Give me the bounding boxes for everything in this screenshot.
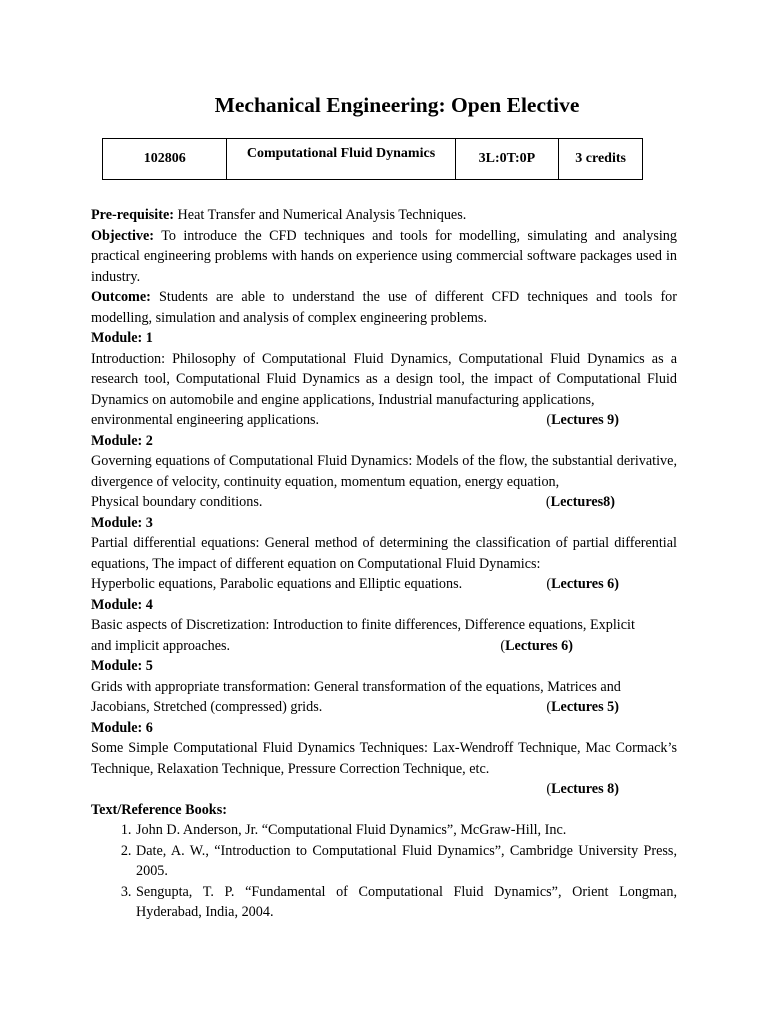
module-heading: Module: 5 [91,658,153,674]
module-last-line [91,410,677,431]
module-text: Basic aspects of Discretization: Introduction to finite differences, Difference equations, Explicit [91,617,635,633]
module-lectures: (Lectures8) [545,494,615,510]
course-credits: 3 credits [559,139,643,180]
module-lectures: (Lectures 6) [500,637,573,654]
module-heading: Module: 6 [91,719,153,736]
course-info-table [102,138,643,180]
module-text-end: and implicit approaches. [91,637,231,654]
module-last-line [91,574,677,595]
module-lectures: (Lectures 6) [546,576,619,592]
module-heading: Module: 4 [91,596,153,613]
page-title: Mechanical Engineering: Open Elective [214,93,580,117]
prerequisite-paragraph [91,205,677,226]
module-heading: Module: 3 [91,514,153,531]
module-lectures: (Lectures 8) [546,781,619,797]
outcome-label: Outcome: [91,289,151,305]
course-info-row [103,139,643,180]
module-last-line [91,697,677,718]
books-list [91,820,677,923]
module-heading: Module: 2 [91,432,153,449]
module-text-end: Physical boundary conditions. [91,494,263,510]
book-item: 3. Sengupta, T. P. “Fundamental of Computational Fluid Dynamics”, Orient Longman, Hyderabad, India, 2004. [135,882,677,923]
module-last-line [91,492,677,513]
objective-text: To introduce the CFD techniques and tools for modelling, simulating and analysing practical engineering problems with hands on experience using commercial software packages used in industry. [91,227,677,285]
course-name: Computational Fluid Dynamics [227,139,455,180]
module-text-end: environmental engineering applications. [91,412,320,428]
objective-paragraph [91,226,677,288]
prerequisite-text: Heat Transfer and Numerical Analysis Techniques. [177,207,467,223]
module-text-end: Hyperbolic equations, Parabolic equations and Elliptic equations. [91,576,463,592]
module-text: Introduction: Philosophy of Computational Fluid Dynamics, Computational Fluid Dynamics as a research tool, Computational Fluid Dynamics as a design tool, the impact of Computational Fluid Dynamics on automobile and engine applications, Industrial manufacturing applications, [91,350,677,408]
book-item: 2. Date, A. W., “Introduction to Computational Fluid Dynamics”, Cambridge University Press, 2005. [135,841,677,882]
module-text: Some Simple Computational Fluid Dynamics Techniques: Lax-Wendroff Technique, Mac Cormack’s Technique, Relaxation Technique, Pressure Correction Technique, etc. [91,740,677,777]
course-ltp: 3L:0T:0P [455,139,559,180]
module-heading: Module: 1 [91,330,153,346]
module-text: Grids with appropriate transformation: General transformation of the equations, Matrices and [91,678,621,695]
syllabus-body [91,205,677,923]
objective-label: Objective: [91,227,155,244]
module-text: Partial differential equations: General method of determining the classification of partial differential equations, The impact of different equation on Computational Fluid Dynamics: [91,535,677,572]
module-lectures: (Lectures 9) [546,412,619,428]
module-text: Governing equations of Computational Fluid Dynamics: Models of the flow, the substantial derivative, divergence of velocity, continuity equation, momentum equation, energy equation, [91,453,677,490]
module-text-end: Jacobians, Stretched (compressed) grids. [91,699,323,715]
prerequisite-label: Pre-requisite: [91,207,174,223]
module-lectures: (Lectures 5) [546,699,619,715]
outcome-text: Students are able to understand the use of different CFD techniques and tools for modelling, simulation and analysis of complex engineering problems. [91,289,677,326]
outcome-paragraph [91,287,677,328]
books-heading: Text/Reference Books: [91,801,227,818]
module-last-line [91,636,677,657]
book-item: 1. John D. Anderson, Jr. “Computational Fluid Dynamics”, McGraw-Hill, Inc. [135,820,677,841]
course-code: 102806 [103,139,227,180]
